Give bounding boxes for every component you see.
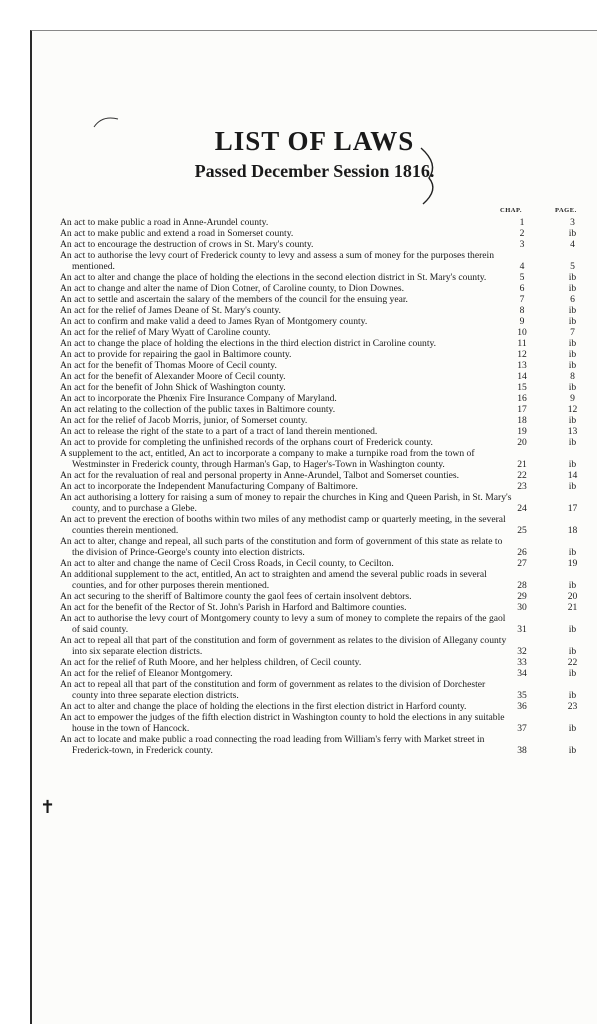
chapter-number: 22 bbox=[517, 470, 527, 481]
page-number: 9 bbox=[570, 393, 575, 404]
chapter-number: 21 bbox=[517, 459, 527, 470]
law-title: An act for the benefit of Alexander Moore of Cecil county. bbox=[60, 371, 286, 382]
list-item bbox=[60, 327, 590, 338]
law-title: An act securing to the sheriff of Baltimore county the gaol fees of certain insolvent debtors. bbox=[60, 591, 412, 602]
list-item bbox=[60, 415, 590, 426]
page-number: ib bbox=[568, 624, 577, 635]
page-number: ib bbox=[568, 382, 577, 393]
page-number: 12 bbox=[567, 404, 578, 415]
list-item bbox=[60, 558, 590, 569]
law-title: An act for the benefit of the Rector of St. John's Parish in Harford and Baltimore counties. bbox=[60, 602, 407, 613]
chapter-number: 10 bbox=[517, 327, 527, 338]
chapter-number: 38 bbox=[517, 745, 527, 756]
chapter-number: 11 bbox=[517, 338, 527, 349]
document-page bbox=[30, 30, 597, 1024]
law-title: An act to provide for completing the unfinished records of the orphans court of Frederick county. bbox=[60, 437, 433, 448]
law-title: An act to confirm and make valid a deed to James Ryan of Montgomery county. bbox=[60, 316, 368, 327]
list-item bbox=[60, 448, 590, 470]
law-title: An act for the relief of Mary Wyatt of Caroline county. bbox=[60, 327, 271, 338]
list-item bbox=[60, 712, 590, 734]
list-item bbox=[60, 393, 590, 404]
list-item bbox=[60, 602, 590, 613]
page-number: ib bbox=[568, 745, 577, 756]
chapter-number: 13 bbox=[517, 360, 527, 371]
list-item bbox=[60, 679, 590, 701]
page-title: LIST OF LAWS bbox=[214, 126, 415, 156]
chapter-number: 19 bbox=[517, 426, 527, 437]
list-item bbox=[60, 426, 590, 437]
page-number: 13 bbox=[567, 426, 578, 437]
law-title: An act to locate and make public a road connecting the road leading from William's ferry with Market street in Frederick-town, in Frederick county. bbox=[60, 734, 485, 756]
list-item bbox=[60, 305, 590, 316]
page-number: ib bbox=[568, 580, 577, 591]
page-number: ib bbox=[568, 481, 577, 492]
list-item bbox=[60, 272, 590, 283]
chapter-number: 9 bbox=[519, 316, 525, 327]
chapter-number: 4 bbox=[519, 261, 525, 272]
page-number: ib bbox=[568, 723, 577, 734]
chapter-number: 37 bbox=[517, 723, 527, 734]
list-item bbox=[60, 514, 590, 536]
page-number: ib bbox=[568, 547, 577, 558]
law-title: An act to change and alter the name of Dion Cotner, of Caroline county, to Dion Downes. bbox=[60, 283, 405, 294]
page-number: ib bbox=[568, 349, 577, 360]
chapter-number: 16 bbox=[517, 393, 527, 404]
law-title: An act to incorporate the Independent Manufacturing Company of Baltimore. bbox=[60, 481, 358, 492]
law-title: An act to make public and extend a road in Somerset county. bbox=[60, 228, 294, 239]
law-title: An act for the relief of James Deane of St. Mary's county. bbox=[60, 305, 281, 316]
law-title: An act to alter and change the name of Cecil Cross Roads, in Cecil county, to Cecilton. bbox=[60, 558, 394, 569]
page-number: 18 bbox=[567, 525, 578, 536]
page-number: 22 bbox=[567, 657, 578, 668]
law-title: An act to incorporate the Phœnix Fire Insurance Company of Maryland. bbox=[60, 393, 337, 404]
page-number: ib bbox=[568, 437, 577, 448]
page-number: 21 bbox=[567, 602, 578, 613]
chapter-number: 12 bbox=[517, 349, 527, 360]
page-number: ib bbox=[568, 646, 577, 657]
chapter-number: 33 bbox=[517, 657, 527, 668]
page-number: 14 bbox=[567, 470, 578, 481]
page-number: 6 bbox=[570, 294, 575, 305]
column-header-page: PAGE. bbox=[555, 207, 577, 214]
law-title: An act to make public a road in Anne-Arundel county. bbox=[60, 217, 269, 228]
page-number: ib bbox=[568, 459, 577, 470]
laws-list bbox=[60, 217, 590, 756]
list-item bbox=[60, 404, 590, 415]
page-number: ib bbox=[568, 228, 577, 239]
chapter-number: 5 bbox=[519, 272, 525, 283]
list-item bbox=[60, 470, 590, 481]
page-number: 23 bbox=[567, 701, 578, 712]
chapter-number: 23 bbox=[517, 481, 527, 492]
list-item bbox=[60, 569, 590, 591]
law-title: An act for the relief of Eleanor Montgomery. bbox=[60, 668, 233, 679]
chapter-number: 35 bbox=[517, 690, 527, 701]
list-item bbox=[60, 481, 590, 492]
list-item bbox=[60, 283, 590, 294]
law-title: An act for the relief of Jacob Morris, junior, of Somerset county. bbox=[60, 415, 308, 426]
list-item bbox=[60, 591, 590, 602]
law-title: An act to authorise the levy court of Montgomery county to levy a sum of money to complete the repairs of the gaol of said county. bbox=[60, 613, 506, 635]
law-title: An act for the revaluation of real and personal property in Anne-Arundel, Talbot and Somerset counties. bbox=[60, 470, 460, 481]
law-title: An act to alter, change and repeal, all such parts of the constitution and form of government of this state as relate to the division of Prince-George's county into election districts. bbox=[60, 536, 503, 558]
page-number: 19 bbox=[567, 558, 578, 569]
chapter-number: 25 bbox=[517, 525, 527, 536]
chapter-number: 24 bbox=[517, 503, 527, 514]
chapter-number: 28 bbox=[517, 580, 527, 591]
page-number: ib bbox=[568, 272, 577, 283]
chapter-number: 6 bbox=[519, 283, 525, 294]
chapter-number: 32 bbox=[517, 646, 527, 657]
chapter-number: 26 bbox=[517, 547, 527, 558]
list-item bbox=[60, 437, 590, 448]
page-number: 5 bbox=[570, 261, 575, 272]
chapter-number: 14 bbox=[517, 371, 527, 382]
law-title: An act to provide for repairing the gaol in Baltimore county. bbox=[60, 349, 292, 360]
list-item bbox=[60, 382, 590, 393]
chapter-number: 17 bbox=[517, 404, 527, 415]
page-number: ib bbox=[568, 305, 577, 316]
list-item bbox=[60, 338, 590, 349]
list-item bbox=[60, 668, 590, 679]
law-title: An act to prevent the erection of booths within two miles of any methodist camp or quarterly meeting, in the several counties therein mentioned. bbox=[60, 514, 506, 536]
page-number: ib bbox=[568, 360, 577, 371]
chapter-number: 8 bbox=[519, 305, 525, 316]
chapter-number: 20 bbox=[517, 437, 527, 448]
law-title: An act for the benefit of John Shick of Washington county. bbox=[60, 382, 286, 393]
law-title: An act for the relief of Ruth Moore, and her helpless children, of Cecil county. bbox=[60, 657, 362, 668]
page-number: ib bbox=[568, 690, 577, 701]
chapter-number: 1 bbox=[519, 217, 525, 228]
law-title: An act to encourage the destruction of crows in St. Mary's county. bbox=[60, 239, 314, 250]
chapter-number: 18 bbox=[517, 415, 527, 426]
chapter-number: 7 bbox=[519, 294, 525, 305]
law-title: An act to empower the judges of the fifth election district in Washington county to hold the elections in any suitable house in the town of Hancock. bbox=[60, 712, 505, 734]
law-title: An act to repeal all that part of the constitution and form of government as relates to the division of Dorchester county into three separate election districts. bbox=[60, 679, 486, 701]
page-number: ib bbox=[568, 283, 577, 294]
page-subtitle: Passed December Session 1816. bbox=[194, 161, 435, 181]
list-item bbox=[60, 294, 590, 305]
list-item bbox=[60, 734, 590, 756]
law-title: An act authorising a lottery for raising a sum of money to repair the churches in King and Queen Parish, in St. Mary's county, and to purchase a Glebe. bbox=[60, 492, 512, 514]
page-number: 4 bbox=[570, 239, 575, 250]
list-item bbox=[60, 492, 590, 514]
page-number: 7 bbox=[570, 327, 575, 338]
law-title: An additional supplement to the act, entitled, An act to straighten and amend the several public roads in several counties, and for other purposes therein mentioned. bbox=[60, 569, 487, 591]
page-number: 8 bbox=[570, 371, 575, 382]
chapter-number: 15 bbox=[517, 382, 527, 393]
law-title: A supplement to the act, entitled, An act to incorporate a company to make a turnpike road from the town of Westminster in Frederick county, through Harman's Gap, to Hager's-Town in Washington county. bbox=[60, 448, 475, 470]
law-title: An act to repeal all that part of the constitution and form of government as relates to the division of Allegany county into six separate election districts. bbox=[60, 635, 507, 657]
list-item bbox=[60, 316, 590, 327]
list-item bbox=[60, 635, 590, 657]
chapter-number: 29 bbox=[517, 591, 527, 602]
list-item bbox=[60, 536, 590, 558]
page-number: 3 bbox=[570, 217, 575, 228]
list-item bbox=[60, 613, 590, 635]
list-item bbox=[60, 371, 590, 382]
list-item bbox=[60, 349, 590, 360]
chapter-number: 3 bbox=[519, 239, 525, 250]
list-item bbox=[60, 217, 590, 228]
list-item bbox=[60, 360, 590, 371]
page-number: ib bbox=[568, 338, 577, 349]
handwritten-brace-icon bbox=[417, 146, 447, 206]
page-number: 20 bbox=[567, 591, 578, 602]
law-title: An act to release the right of the state to a part of a tract of land therein mentioned. bbox=[60, 426, 378, 437]
chapter-number: 36 bbox=[517, 701, 527, 712]
chapter-number: 31 bbox=[517, 624, 527, 635]
page-number: 17 bbox=[567, 503, 578, 514]
chapter-number: 27 bbox=[517, 558, 527, 569]
page-number: ib bbox=[568, 415, 577, 426]
list-item bbox=[60, 701, 590, 712]
law-title: An act to change the place of holding the elections in the third election district in Caroline county. bbox=[60, 338, 437, 349]
cross-mark-icon: ✝ bbox=[40, 797, 56, 818]
law-title: An act to settle and ascertain the salary of the members of the council for the ensuing year. bbox=[60, 294, 408, 305]
law-title: An act to authorise the levy court of Frederick county to levy and assess a sum of money for the purposes therein mentioned. bbox=[60, 250, 495, 272]
chapter-number: 2 bbox=[519, 228, 525, 239]
law-title: An act to alter and change the place of holding the elections in the first election district in Harford county. bbox=[60, 701, 467, 712]
list-item bbox=[60, 239, 590, 250]
chapter-number: 30 bbox=[517, 602, 527, 613]
list-item bbox=[60, 250, 590, 272]
column-header-chap: CHAP. bbox=[500, 207, 522, 214]
page-number: ib bbox=[568, 668, 577, 679]
law-title: An act relating to the collection of the public taxes in Baltimore county. bbox=[60, 404, 336, 415]
chapter-number: 34 bbox=[517, 668, 527, 679]
list-item bbox=[60, 657, 590, 668]
list-item bbox=[60, 228, 590, 239]
page-number: ib bbox=[568, 316, 577, 327]
law-title: An act to alter and change the place of holding the elections in the second election district in St. Mary's county. bbox=[60, 272, 487, 283]
law-title: An act for the benefit of Thomas Moore of Cecil county. bbox=[60, 360, 277, 371]
